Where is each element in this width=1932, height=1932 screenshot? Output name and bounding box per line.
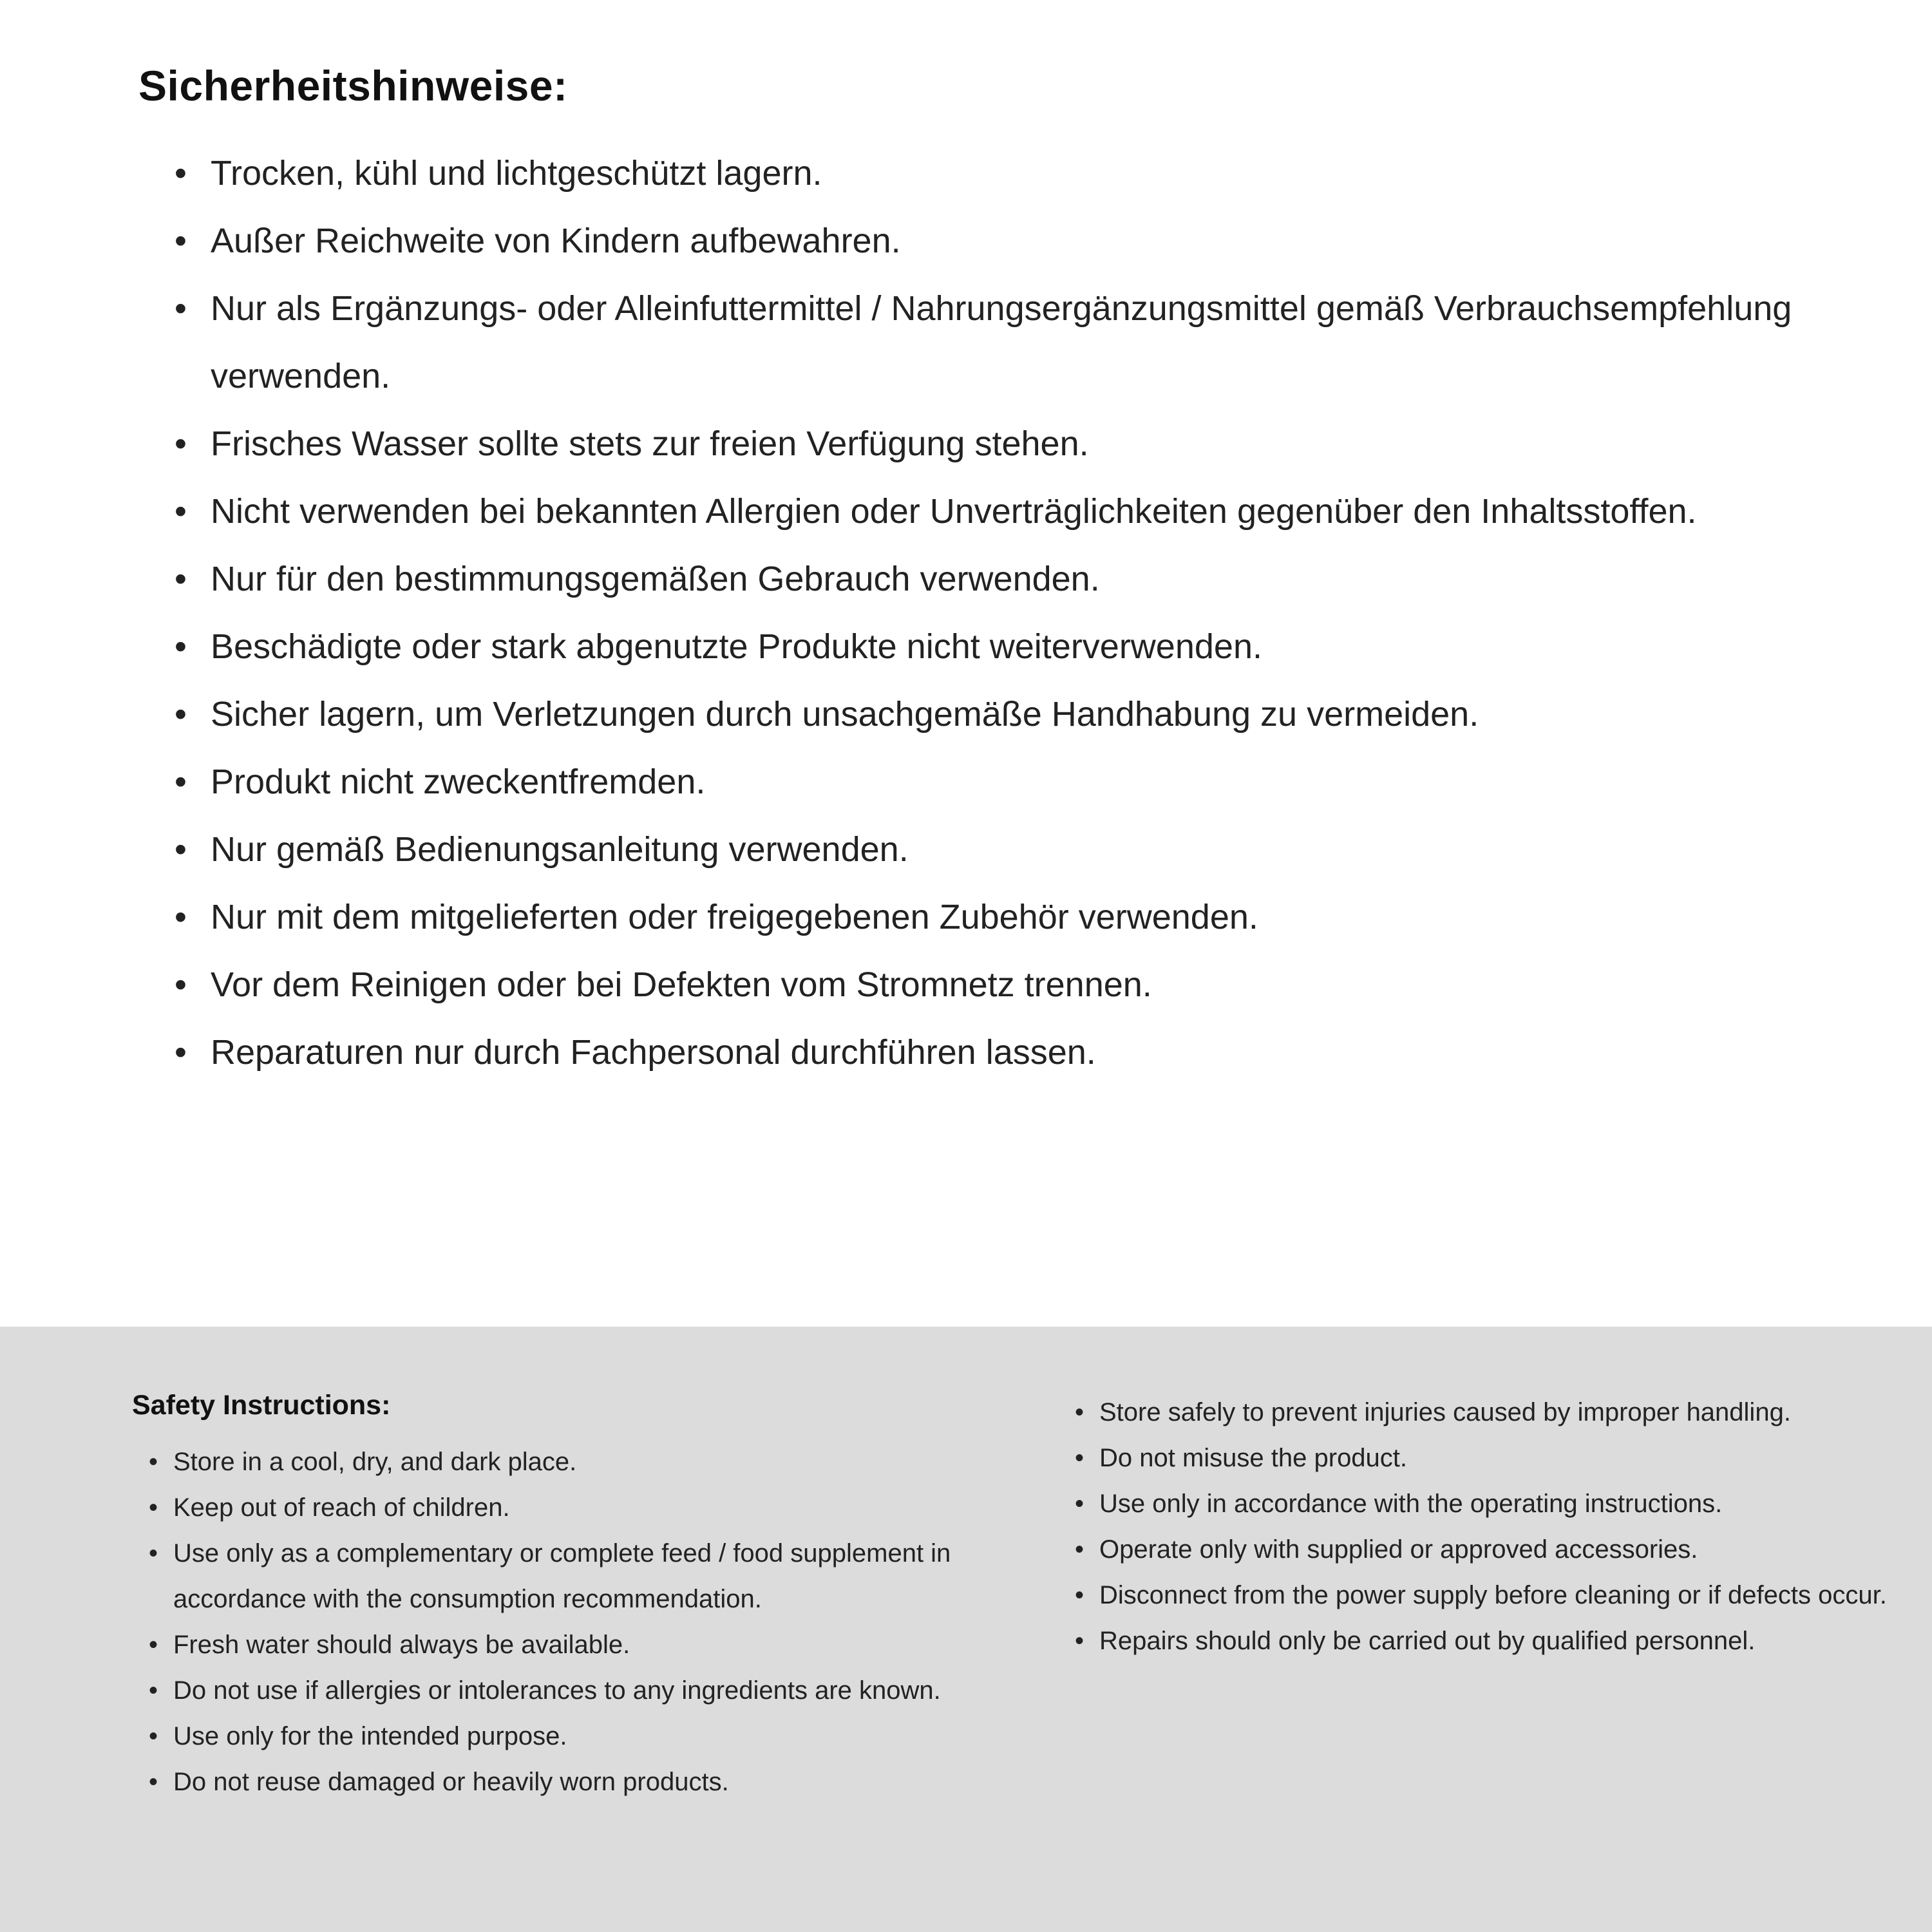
list-item: • Use only for the intended purpose. — [146, 1714, 995, 1759]
list-item: • Reparaturen nur durch Fachpersonal durchführen lassen. — [171, 1019, 1842, 1086]
english-right-column — [1072, 1390, 1903, 1664]
english-columns — [132, 1390, 1887, 1805]
list-item: • Produkt nicht zweckentfremden. — [171, 748, 1842, 816]
english-safety-list-right — [1072, 1390, 1903, 1664]
list-item: • Sicher lagern, um Verletzungen durch unsachgemäße Handhabung zu vermeiden. — [171, 681, 1842, 748]
english-left-column — [132, 1390, 995, 1805]
english-title: Safety Instructions: — [132, 1390, 391, 1421]
english-safety-list-left — [132, 1439, 995, 1805]
list-item: • Use only in accordance with the operating instructions. — [1072, 1481, 1903, 1527]
list-item: • Do not use if allergies or intolerances to any ingredients are known. — [146, 1668, 995, 1714]
list-item: • Nur mit dem mitgelieferten oder freigegebenen Zubehör verwenden. — [171, 884, 1842, 951]
list-item: • Nur als Ergänzungs- oder Alleinfuttermittel / Nahrungsergänzungsmittel gemäß Verbrauchsempfehlung verwenden. — [171, 275, 1842, 410]
list-item: • Do not misuse the product. — [1072, 1435, 1903, 1481]
list-item: • Vor dem Reinigen oder bei Defekten vom Stromnetz trennen. — [171, 951, 1842, 1019]
list-item: • Store safely to prevent injuries caused by improper handling. — [1072, 1390, 1903, 1435]
list-item: • Repairs should only be carried out by qualified personnel. — [1072, 1618, 1903, 1664]
list-item: • Beschädigte oder stark abgenutzte Produkte nicht weiterverwenden. — [171, 613, 1842, 681]
german-safety-list — [138, 140, 1842, 1086]
list-item: • Do not reuse damaged or heavily worn products. — [146, 1759, 995, 1805]
list-item: • Store in a cool, dry, and dark place. — [146, 1439, 995, 1485]
list-item: • Nur gemäß Bedienungsanleitung verwenden. — [171, 816, 1842, 884]
english-section — [0, 1327, 1932, 1932]
list-item: • Keep out of reach of children. — [146, 1485, 995, 1531]
list-item: • Außer Reichweite von Kindern aufbewahren. — [171, 207, 1842, 275]
list-item: • Trocken, kühl und lichtgeschützt lagern. — [171, 140, 1842, 207]
list-item: • Fresh water should always be available. — [146, 1622, 995, 1668]
german-title: Sicherheitshinweise: — [138, 62, 568, 109]
list-item: • Nur für den bestimmungsgemäßen Gebrauch verwenden. — [171, 545, 1842, 613]
list-item: • Operate only with supplied or approved accessories. — [1072, 1527, 1903, 1573]
list-item: • Nicht verwenden bei bekannten Allergien oder Unverträglichkeiten gegenüber den Inhaltsstoffen. — [171, 478, 1842, 545]
list-item: • Frisches Wasser sollte stets zur freien Verfügung stehen. — [171, 410, 1842, 478]
list-item: • Disconnect from the power supply before cleaning or if defects occur. — [1072, 1573, 1903, 1618]
list-item: • Use only as a complementary or complete feed / food supplement in accordance with the consumption recommendation. — [146, 1531, 995, 1622]
